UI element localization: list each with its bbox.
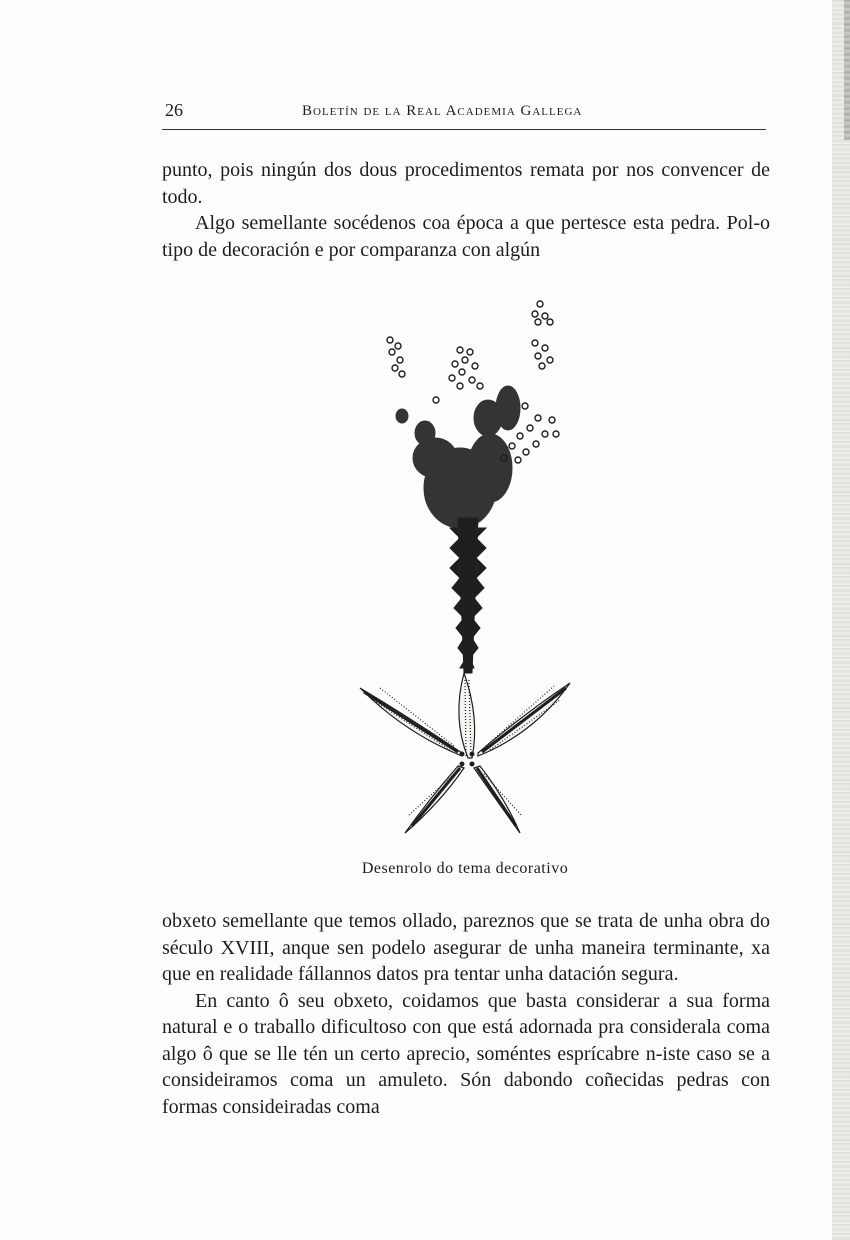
paragraph: En canto ô seu obxeto, coidamos que basta considerar a sua forma natural e o traballo dificultoso con que está adornada pra considerala coma algo ô que se lle tén un certo aprecio, soméntes esprícabre n-iste caso se a consideiramos coma un amuleto. Són dabondo coñecidas pedras con formas consideiradas coma — [162, 989, 770, 1118]
paragraph: punto, pois ningún dos dous procedimentos remata por nos convencer de todo. — [162, 159, 770, 208]
page-number: 26 — [165, 100, 183, 120]
decorative-motif-figure — [340, 288, 600, 848]
body-text-top — [162, 157, 770, 263]
leaf-left-upper — [360, 688, 462, 756]
leaf-top-center — [459, 673, 475, 758]
figure-caption: Desenrolo do tema decorativo — [361, 860, 569, 877]
paragraph: obxeto semellante que temos ollado, pareznos que se trata de unha obra do século XVIII, anque sen podelo asegurar de unha maneira terminante, xa que en realidade fállannos datos pra tentar unha datación segura. — [162, 910, 770, 985]
leaf-left-lower — [405, 766, 464, 833]
running-title: Boletín de la Real Academia Gallega — [302, 103, 583, 119]
scanned-page-edge — [832, 0, 850, 1240]
serrated-stem — [450, 518, 486, 673]
paragraph: Algo semellante socédenos coa época a que pertesce esta pedra. Pol-o tipo de decoración e por comparanza con algún — [162, 212, 770, 261]
page-header — [162, 100, 766, 122]
plant-motif-illustration — [340, 288, 600, 848]
body-text-bottom — [162, 908, 770, 1120]
header-rule — [162, 129, 766, 130]
bubble-clusters — [387, 301, 559, 463]
leaf-right-upper — [478, 683, 570, 756]
leaf-right-lower — [474, 766, 522, 833]
